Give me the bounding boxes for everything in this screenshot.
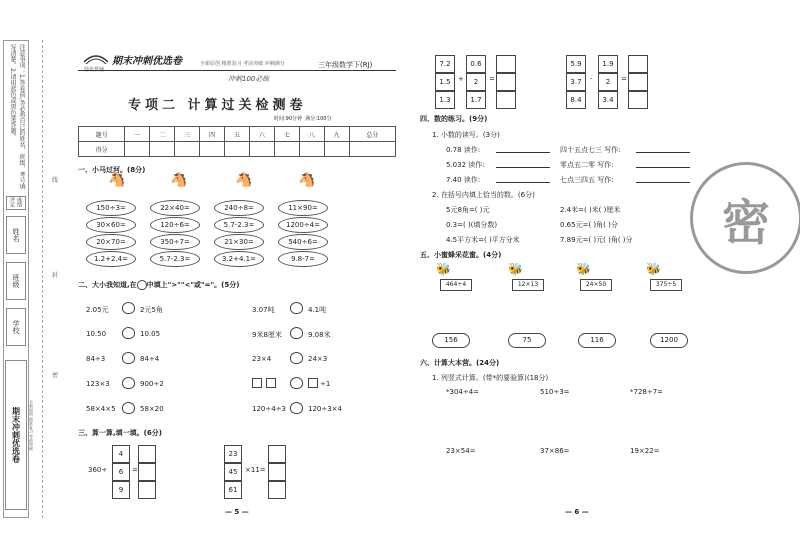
rt-a-answer[interactable] [496, 91, 516, 109]
section-2-title-tail: 中填上">""<"或"="。(5分) [146, 281, 240, 289]
section-1-title: 一、小马过河。(8分) [78, 166, 146, 174]
flower-value[interactable]: 116 [578, 333, 616, 348]
compare-left-a: 58×4×5 [86, 405, 116, 413]
class-field-label[interactable]: 班级 [6, 262, 26, 300]
compare-apple-input[interactable] [290, 327, 303, 339]
s6-r2-expr[interactable]: 19×22= [630, 447, 660, 455]
header-subtitle: 冲刺100必练 [228, 75, 270, 83]
rt-a-left: 1.5 [435, 73, 455, 91]
cut-label-line: 线 [52, 177, 59, 184]
rt-b-left: 8.4 [566, 91, 586, 109]
bee-icon: 🐝 [646, 262, 661, 276]
confidential-seal: 密 [690, 162, 800, 274]
score-header-cell: 一 [125, 127, 150, 142]
score-header-cell: 四 [200, 127, 225, 142]
s3-b-value: 61 [224, 481, 242, 499]
s3-a-value: 4 [112, 445, 130, 463]
page-title: 专项二 计算过关检测卷 [128, 98, 307, 113]
section-5-title: 五、小蜜蜂采花蜜。(4分) [420, 251, 502, 259]
cut-dashed-line [42, 40, 43, 518]
compare-right-a: 84÷4 [140, 355, 160, 363]
compare-apple-input[interactable] [122, 352, 135, 364]
bee-expression: 24×50 [580, 279, 612, 291]
compare-right-b: 4.1吨 [308, 306, 327, 314]
compare-left-a: 2.05元 [86, 306, 109, 314]
bee-icon: 🐝 [508, 262, 523, 276]
blank-square-a[interactable] [252, 378, 262, 388]
score-input-cell[interactable] [225, 142, 250, 157]
score-tag: 成绩评定 [6, 196, 26, 210]
score-input-cell[interactable] [274, 142, 299, 157]
s4-fill-left[interactable]: 5元8角=( )元 [446, 206, 490, 214]
compare-apple-input[interactable] [290, 377, 303, 389]
rt-a-left: 1.3 [435, 91, 455, 109]
rt-b-left: 3.7 [566, 73, 586, 91]
rt-a-mid: 2 [466, 73, 486, 91]
compare-left-b: 3.07吨 [252, 306, 275, 314]
binding-brand-logo: 期末冲刺优选卷 [5, 360, 27, 510]
s4-read-right-blank[interactable] [636, 175, 690, 183]
school-field-label[interactable]: 学校 [6, 308, 26, 346]
pony-icon: 🐴 [235, 172, 253, 188]
stone-expression[interactable]: 22×40= [150, 200, 200, 216]
compare-left-a: 10.50 [86, 330, 107, 338]
s4-read-right: 七点三四五 写作: [560, 176, 614, 184]
s4-read-right: 四十五点七三 写作: [560, 146, 621, 154]
s3-b-label: ×11= [245, 466, 266, 474]
section-2-title [78, 280, 239, 290]
s6-r1-expr[interactable]: *304÷4= [446, 388, 480, 396]
score-header-cell: 八 [299, 127, 324, 142]
compare-apple-input[interactable] [290, 352, 303, 364]
section-2-title-head: 二、大小我知道,在 [78, 281, 137, 289]
pony-icon: 🐴 [170, 172, 188, 188]
score-header-cell: 七 [274, 127, 299, 142]
score-input-cell[interactable] [299, 142, 324, 157]
cut-label-seal: 封 [52, 272, 59, 279]
compare-right-b: 9.08米 [308, 331, 331, 339]
s3-b-value: 23 [224, 445, 242, 463]
rt-a-mid: 1.7 [466, 91, 486, 109]
score-input-cell[interactable] [200, 142, 225, 157]
s4-q1: 1. 小数的读写。(3分) [432, 131, 500, 139]
compare-left-b: 23×4 [252, 355, 272, 363]
rt-b-left: 5.9 [566, 55, 586, 73]
rt-a-left: 7.2 [435, 55, 455, 73]
compare-right-a: 2元5角 [140, 306, 163, 314]
score-header-cell: 六 [249, 127, 274, 142]
bee-expression: 375÷5 [650, 279, 682, 291]
score-input-cell[interactable] [175, 142, 200, 157]
section-4-title: 四、数的练习。(9分) [420, 115, 488, 123]
stone-expression[interactable]: 20×70= [86, 234, 136, 250]
rt-a-mid: 0.6 [466, 55, 486, 73]
blank-square-b[interactable] [266, 378, 276, 388]
s4-read-left-blank[interactable] [496, 160, 550, 168]
s6-q1: 1. 列竖式计算。(带*的要验算)(18分) [432, 374, 549, 382]
stone-expression[interactable]: 30×60= [86, 217, 136, 233]
pony-icon: 🐴 [108, 172, 126, 188]
section-6-title: 六、计算大本营。(24分) [420, 359, 500, 367]
rt-b-op2: = [621, 75, 627, 83]
stone-expression[interactable]: 21×30= [214, 234, 264, 250]
rt-a-op2: = [489, 75, 495, 83]
stone-expression[interactable]: 1.2+2.4= [86, 251, 136, 267]
time-info [274, 115, 331, 122]
compare-apple-input[interactable] [122, 302, 135, 314]
s6-r2-expr[interactable]: 37×86= [540, 447, 570, 455]
compare-left-b: 120÷4÷3 [252, 405, 286, 413]
score-header-cell: 题号 [79, 127, 125, 142]
name-field-label[interactable]: 姓名 [6, 216, 26, 254]
score-input-cell[interactable] [349, 142, 395, 157]
pony-icon: 🐴 [298, 172, 316, 188]
s4-read-right: 零点五二零 写作: [560, 161, 614, 169]
rt-b-mid: 1.9 [598, 55, 618, 73]
rt-b-answer[interactable] [628, 91, 648, 109]
s3-a-answer[interactable] [138, 463, 156, 481]
rt-b-answer[interactable] [628, 73, 648, 91]
blank-square-c[interactable] [308, 378, 318, 388]
stone-expression[interactable]: 1200÷4= [278, 217, 328, 233]
flower-value[interactable]: 156 [432, 333, 470, 348]
s4-fill-right[interactable]: 0.65元=( )角( )分 [560, 221, 618, 229]
stone-expression[interactable]: 9.8-7= [278, 251, 328, 267]
s4-read-right-blank[interactable] [636, 145, 690, 153]
s3-a-value: 6 [112, 463, 130, 481]
score-header-cell: 九 [324, 127, 349, 142]
rt-a-answer[interactable] [496, 73, 516, 91]
flower-value[interactable]: 75 [508, 333, 546, 348]
score-table [78, 126, 396, 157]
compare-apple-input[interactable] [122, 327, 135, 339]
page-number-6: — 6 — [565, 508, 589, 516]
compare-apple-input[interactable] [122, 377, 135, 389]
s4-fill-right[interactable]: 2.4米=( )米( )厘米 [560, 206, 621, 214]
compare-left-a: 123×3 [86, 380, 110, 388]
s4-q2: 2. 在括号内填上恰当的数。(6分) [432, 191, 535, 199]
s6-r2-expr[interactable]: 23×54= [446, 447, 476, 455]
cut-label-secret: 密 [52, 372, 59, 379]
stone-expression[interactable]: 150÷3= [86, 200, 136, 216]
compare-right-b: 120÷3×4 [308, 405, 342, 413]
compare-right-b: 24×3 [308, 355, 328, 363]
s4-fill-right[interactable]: 7.89元=( )元( )角( )分 [560, 236, 633, 244]
s3-b-answer[interactable] [268, 445, 286, 463]
score-input-cell[interactable] [150, 142, 175, 157]
binding-brand-sub: 全新原创 精准复习 考前突破 [29, 400, 34, 451]
bee-expression: 12×13 [512, 279, 544, 291]
page-number-5: — 5 — [225, 508, 249, 516]
rt-a-op1: + [458, 75, 464, 83]
rt-b-mid: 3.4 [598, 91, 618, 109]
compare-apple-input[interactable] [290, 402, 303, 414]
bee-expression: 464÷4 [440, 279, 472, 291]
compare-right-a: 10.05 [140, 330, 161, 338]
s3-b-answer[interactable] [268, 481, 286, 499]
flower-value[interactable]: 1200 [650, 333, 688, 348]
stone-expression[interactable]: 5.7-2.3= [150, 251, 200, 267]
stone-expression[interactable]: 5.7-2.3= [214, 217, 264, 233]
s4-fill-left[interactable]: 4.5平方米=( )平方分米 [446, 236, 520, 244]
rt-b-answer[interactable] [628, 55, 648, 73]
s3-b-value: 45 [224, 463, 242, 481]
compare-right-a: 58×20 [140, 405, 164, 413]
book-icon [82, 48, 110, 68]
s6-r1-expr[interactable]: 510÷3= [540, 388, 570, 396]
stone-expression[interactable]: 120÷6= [150, 217, 200, 233]
rt-b-mid: 2 [598, 73, 618, 91]
time-limit: 时间:90分钟 [274, 116, 303, 122]
score-label-cell: 得分 [79, 142, 125, 157]
s3-a-value: 9 [112, 481, 130, 499]
compare-apple-input[interactable] [122, 402, 135, 414]
score-input-cell[interactable] [125, 142, 150, 157]
grade-label: 三年级数学下(RJ) [318, 61, 373, 69]
compare-left-b: 9米8厘米 [252, 331, 282, 339]
s4-read-left-blank[interactable] [496, 145, 550, 153]
binding-notice: 注意事项：1.答卷前,务必将自己的姓名、班级、考号填写清楚。2.请用蓝色或黑色笔答题。 [9, 44, 25, 190]
score-header-cell: 总分 [349, 127, 395, 142]
s3-a-answer[interactable] [138, 445, 156, 463]
score-header-cell: 五 [225, 127, 250, 142]
section-3-title: 三、算一算,填一填。(6分) [78, 429, 162, 437]
apple-icon [137, 280, 147, 290]
compare-apple-input[interactable] [290, 302, 303, 314]
rt-b-op1: - [590, 75, 593, 83]
s4-fill-left[interactable]: 0.3=( )(填分数) [446, 221, 498, 229]
header-divider [78, 70, 396, 71]
compare-left-a: 84÷3 [86, 355, 106, 363]
stone-expression[interactable]: 350÷7= [150, 234, 200, 250]
stone-expression[interactable]: 240÷8= [214, 200, 264, 216]
s3-a-label: 360÷ [88, 466, 108, 474]
s6-r1-expr[interactable]: *728÷7= [630, 388, 664, 396]
stone-expression[interactable]: 3.2+4.1= [214, 251, 264, 267]
stone-expression[interactable]: 540÷6= [278, 234, 328, 250]
bee-icon: 🐝 [436, 262, 451, 276]
bee-icon: 🐝 [576, 262, 591, 276]
s4-read-left: 0.78 读作: [446, 146, 481, 154]
score-input-cell[interactable] [249, 142, 274, 157]
s4-read-right-blank[interactable] [636, 160, 690, 168]
header-slogan: 全新原创 精准复习 考前突破 冲刺满分 [200, 61, 285, 67]
s4-read-left: 5.032 读作: [446, 161, 485, 169]
header-logo: 期末冲刺优选卷 [112, 56, 182, 67]
header-logo-sub: 励优教辅 [84, 67, 105, 73]
score-input-cell[interactable] [324, 142, 349, 157]
score-header-cell: 二 [150, 127, 175, 142]
full-score: 满分:100分 [305, 116, 332, 122]
s4-read-left: 7.40 读作: [446, 176, 481, 184]
compare-right-a: 900÷2 [140, 380, 164, 388]
s3-b-answer[interactable] [268, 463, 286, 481]
rt-a-answer[interactable] [496, 55, 516, 73]
s4-read-left-blank[interactable] [496, 175, 550, 183]
s3-a-answer[interactable] [138, 481, 156, 499]
compare-right-b: ÷1 [320, 380, 331, 388]
score-header-cell: 三 [175, 127, 200, 142]
s3-a-eq: = [132, 466, 138, 474]
stone-expression[interactable]: 11×90= [278, 200, 328, 216]
